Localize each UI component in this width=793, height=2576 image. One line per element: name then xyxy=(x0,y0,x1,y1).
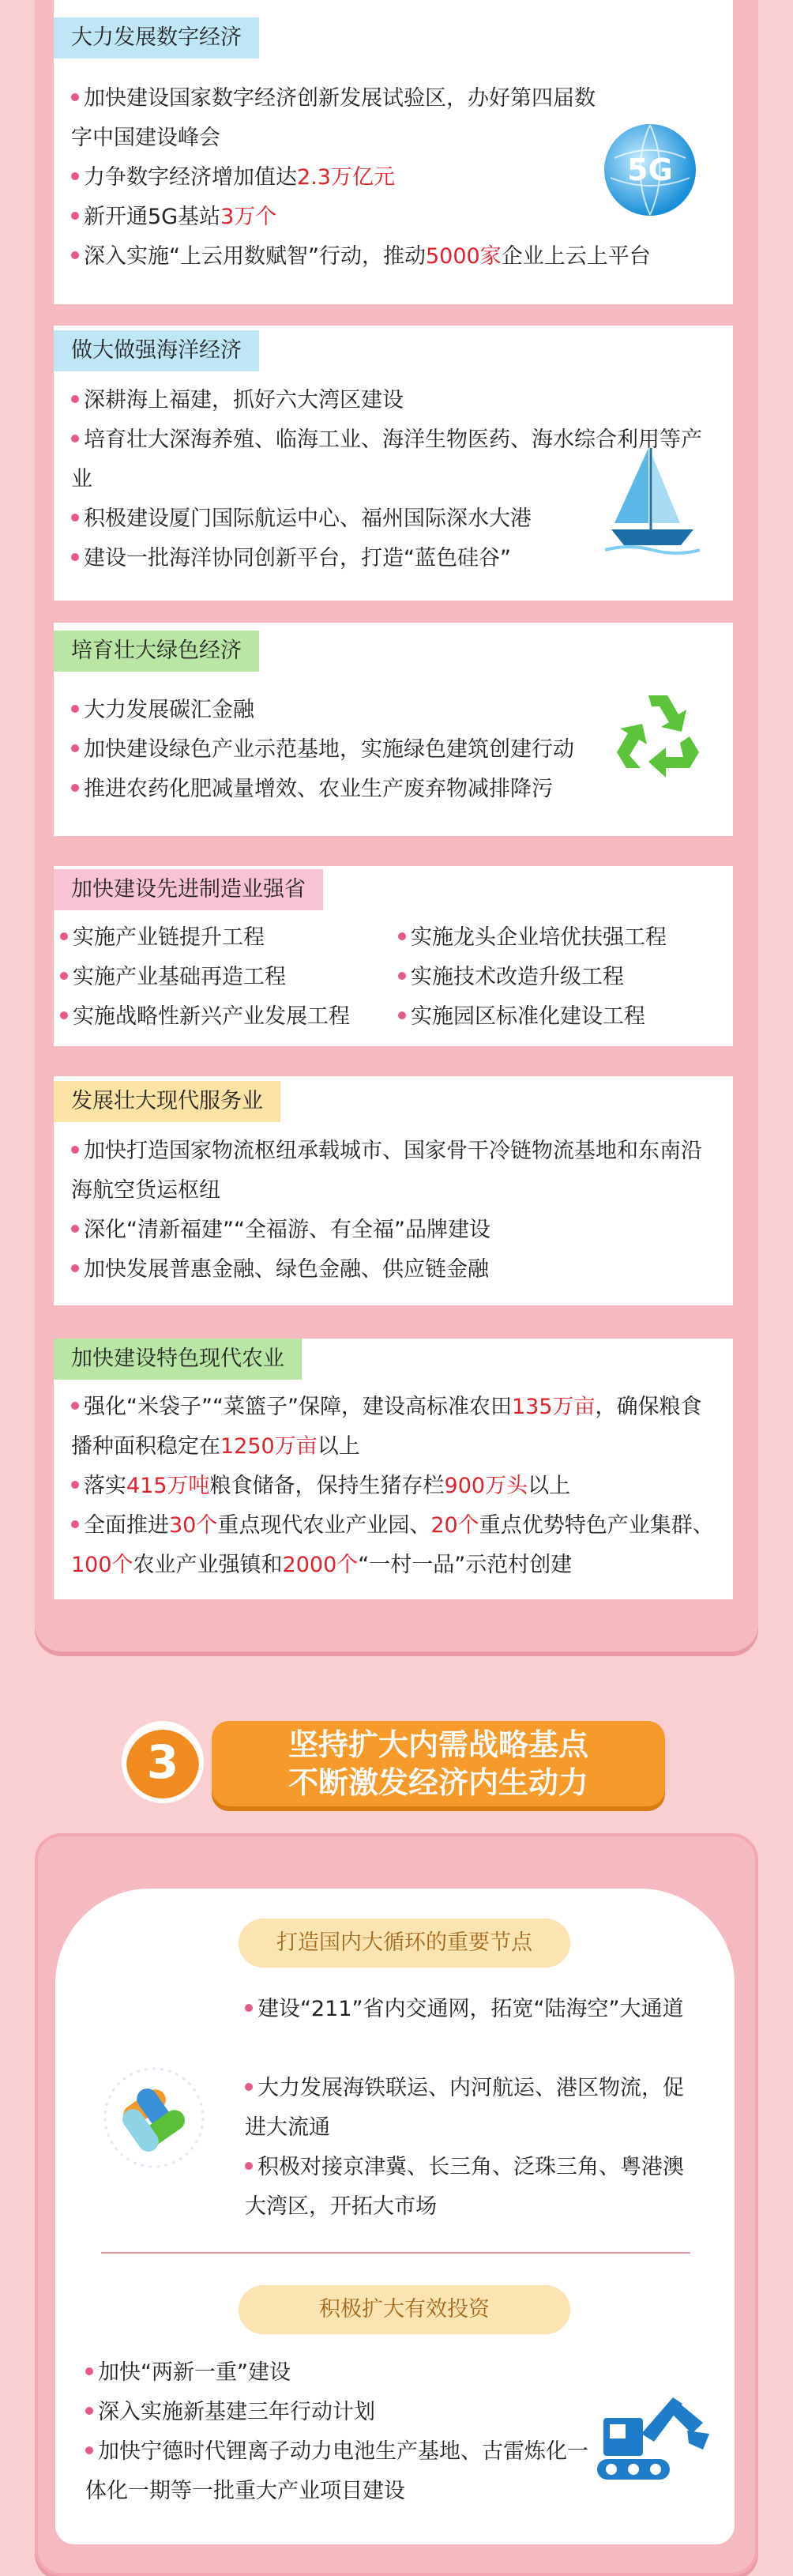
excavator-icon xyxy=(594,2386,712,2489)
recycle-icon xyxy=(611,684,705,779)
list-item: 实施龙头企业培优扶强工程 xyxy=(398,918,667,958)
bullet-icon xyxy=(85,2446,93,2454)
bullet-icon xyxy=(245,2162,253,2170)
card-title: 大力发展数字经济 xyxy=(54,17,259,58)
subsection-title-pill: 积极扩大有效投资 xyxy=(239,2285,570,2334)
bullet-icon xyxy=(71,251,79,259)
bullet-icon xyxy=(71,553,79,561)
bullet-icon xyxy=(71,1402,79,1410)
bullet-icon xyxy=(71,744,79,752)
bullet-icon xyxy=(71,435,79,443)
bullet-icon xyxy=(71,1146,79,1154)
bullet-icon xyxy=(398,1011,406,1019)
list-item: 实施产业基础再造工程 xyxy=(60,958,286,997)
card-title: 做大做强海洋经济 xyxy=(54,330,259,371)
list-item: 实施技术改造升级工程 xyxy=(398,958,624,997)
bullet-icon xyxy=(71,1520,79,1528)
bullet-icon xyxy=(85,2367,93,2375)
section-title-line: 坚持扩大内需战略基点 xyxy=(288,1727,588,1762)
bullet-icon xyxy=(398,972,406,980)
bullet-icon xyxy=(71,1225,79,1233)
bullet-icon xyxy=(60,932,68,940)
bullet-icon xyxy=(60,972,68,980)
card-digital-economy: 大力发展数字经济 加快建设国家数字经济创新发展试验区，办好第四届数字中国建设峰会 力争数字经济增加值达2.3万亿元 新开通5G基站3万个 深入实施“上云用数赋智”行动，推动5000家企业上云上平台 5G xyxy=(54,0,733,304)
bullet-icon xyxy=(245,2004,253,2012)
circulation-loop-icon xyxy=(99,2062,209,2173)
5g-globe-icon xyxy=(599,119,701,221)
list-item: 实施战略性新兴产业发展工程 xyxy=(60,997,350,1037)
svg-text:5G: 5G xyxy=(627,153,673,187)
card-title: 发展壮大现代服务业 xyxy=(54,1081,280,1122)
section-title-banner xyxy=(212,1721,665,1806)
card-title: 加快建设先进制造业强省 xyxy=(54,869,323,910)
section-title-line: 不断激发经济内生动力 xyxy=(288,1765,588,1800)
list-item: 实施产业链提升工程 xyxy=(60,918,265,958)
card-ocean-economy: 做大做强海洋经济 深耕海上福建，抓好六大湾区建设 培育壮大深海养殖、临海工业、海洋生物医药、海水综合利用等产业 积极建设厦门国际航运中心、福州国际深水大港 建设一批海洋协同创新平台，打造“蓝色硅谷” xyxy=(54,326,733,601)
card-agriculture: 加快建设特色现代农业 强化“米袋子”“菜篮子”保障，建设高标准农田135万亩，确保粮食播种面积稳定在1250万亩以上 落实415万吨粮食储备，保持生猪存栏900万头以上 全面推进30个重点现代农业产业园、20个重点优势特色产业集群、100个农业产业强镇和2000个“一村一品”示范村创建 xyxy=(54,1339,733,1599)
bullet-icon xyxy=(71,1481,79,1489)
card-title: 培育壮大绿色经济 xyxy=(54,631,259,672)
bullet-icon xyxy=(398,932,406,940)
bullet-icon xyxy=(245,2083,253,2091)
inner-card: 打造国内大循环的重要节点 建设“211”省内交通网，拓宽“陆海空”大通道 大力发展海铁联运、内河航运、港区物流，促进大流通 积极对接京津冀、长三角、泛珠三角、粤港澳大湾区，开拓大市场 xyxy=(55,1889,735,2544)
sailboat-icon xyxy=(605,444,700,555)
bullet-icon xyxy=(71,1264,79,1272)
bullet-icon xyxy=(71,705,79,713)
bullet-icon xyxy=(71,395,79,403)
bullet-icon xyxy=(71,172,79,180)
bullet-icon xyxy=(71,212,79,220)
bullet-icon xyxy=(85,2407,93,2415)
bullet-icon xyxy=(60,1011,68,1019)
section-number-badge: 3 xyxy=(126,1726,199,1798)
card-title: 加快建设特色现代农业 xyxy=(54,1339,302,1380)
bullet-icon xyxy=(71,514,79,522)
card-services: 发展壮大现代服务业 加快打造国家物流枢纽承载城市、国家骨干冷链物流基地和东南沿海航空货运枢纽 深化“清新福建”“全福游、有全福”品牌建设 加快发展普惠金融、绿色金融、供应链金融 xyxy=(54,1076,733,1305)
card-manufacturing xyxy=(54,866,733,1046)
bullet-icon xyxy=(71,784,79,792)
divider xyxy=(101,2252,690,2254)
list-item: 实施园区标准化建设工程 xyxy=(398,997,645,1037)
card-green-economy: 培育壮大绿色经济 大力发展碳汇金融 加快建设绿色产业示范基地，实施绿色建筑创建行动 推进农药化肥减量增效、农业生产废弃物减排降污 xyxy=(54,623,733,836)
subsection-title-pill: 打造国内大循环的重要节点 xyxy=(239,1919,570,1968)
bullet-icon xyxy=(71,93,79,101)
